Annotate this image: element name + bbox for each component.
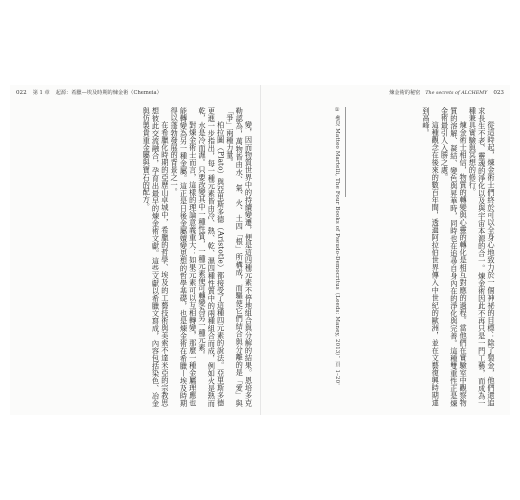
paragraph: 煉金術士相信，物質的轉變與心靈的轉化是相互對應的過程。當他們在實驗室中觀察物質的溶解、凝結、變色與昇華時，同時也在追尋自身內在的淨化與完善。這種雙重性正是煉金術最引人入勝之處。	[440, 107, 469, 407]
chapter-title: 起源：希臘—埃及時期的煉金術（Chemeia）	[55, 90, 162, 96]
right-body-text	[346, 107, 496, 407]
right-page-number: 023	[493, 90, 504, 96]
left-body-text	[18, 107, 254, 407]
paragraph: 從這時起，煉金術士們終於可以全身心地致力於一個神祕的目標：除了製金，他們還追求長生不老、靈魂的淨化以及與宇宙本源的合一。煉金術因此不再只是一門工藝，而成為一種兼具實驗與冥想的修行。	[468, 107, 496, 407]
left-page	[10, 85, 261, 415]
footnote	[306, 107, 340, 407]
paragraph: 柏拉圖（Plato）與亞里斯多德（Aristotle）都接受了這種四元素的說法。亞里斯多德更進一步指出，每一種元素皆由冷、熱、乾、濕四種性質中的兩種組合而成，例如火是熱而乾，水是冷而濕。只要改變其中一種性質，一種元素便可轉變為另一種元素。	[198, 107, 226, 407]
paragraph: 變，因而物質世界中的持續變遷，便是這四種元素不停地組合與分解的結果。恩培多克勒認為，萬物皆由水、氣、火、土四「根」所構成，而驅使它們結合與分離的是「愛」與「爭」兩種力量。	[225, 107, 254, 407]
paragraph: 這種觀念在後來的數百年間，透過阿拉伯世界傳入中世紀的歐洲，並在文藝復興時期達到高峰。	[421, 107, 441, 407]
footnote-rule	[345, 107, 346, 197]
chapter-label: 第 1 章	[32, 90, 50, 96]
book-spread	[10, 85, 510, 415]
paragraph: 對煉金術士而言，這樣的理論意義重大：如果元素可以互相轉變，那麼一種金屬理應也能轉變為另一種金屬。這正是日後金屬嬗變思想的哲學基礎，也是煉金術在希臘—埃及時期得以蓬勃發展的背景之一。	[170, 107, 198, 407]
running-title-en: The secrets of ALCHEMY	[425, 91, 488, 96]
right-page	[261, 85, 511, 415]
left-page-number: 022	[16, 90, 27, 96]
right-running-header	[389, 89, 504, 96]
footnote-text: ① 參見 Matteo Martelli, The Four Books of Pseudo-Democritus（Leeds: Maney, 2013），頁 1–20。	[334, 107, 340, 389]
paragraph: 在希臘化時期的亞歷山卓城中，希臘的哲學、埃及的工藝技術與美索不達米亞的宗教思想彼此交流融合，孕育出最早的煉金術文獻。這些文獻以希臘文寫成，內容包括染色、冶金與仿製貴重金屬與寶石的配方。	[142, 107, 170, 407]
left-running-header	[16, 89, 162, 96]
running-title: 煉金術的秘密	[389, 90, 421, 96]
